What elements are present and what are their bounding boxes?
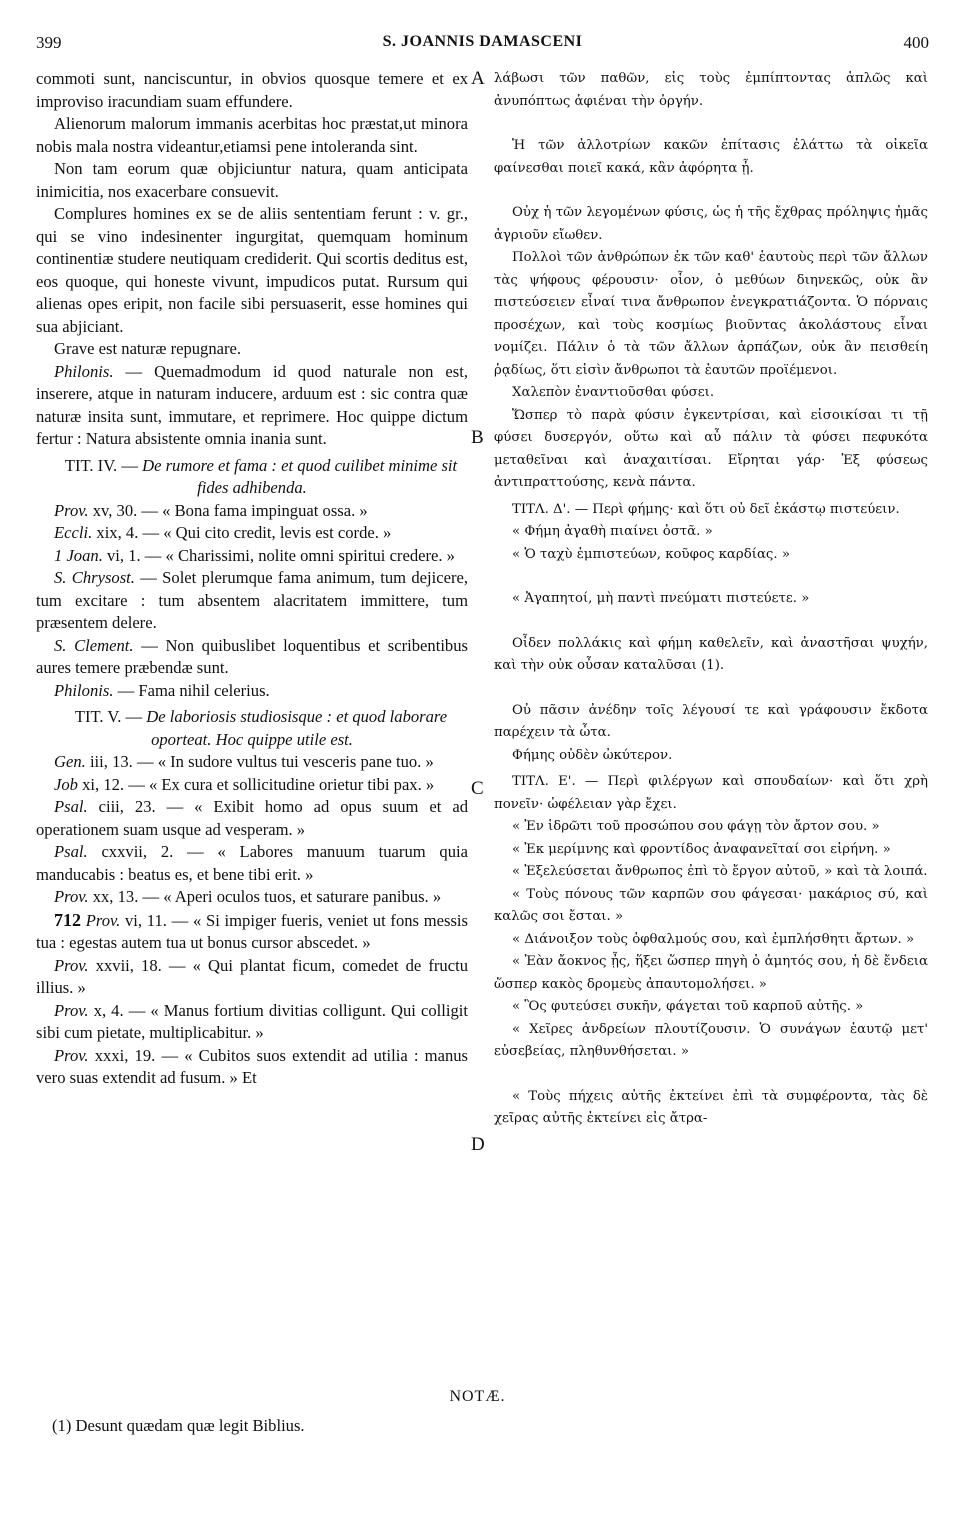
citation: 712 Prov. vi, 11. — « Si impiger fueris, veniet ut fons messis tua : egestas autem tua ut bonus cursor abscedet. » bbox=[36, 909, 468, 952]
margin-letter-d: D bbox=[471, 1134, 485, 1155]
column-number: 712 bbox=[54, 909, 81, 930]
citation: « Ὃς φυτεύσει συκῆν, φάγεται τοῦ καρποῦ αὐτῆς. » bbox=[512, 999, 864, 1014]
running-title: S. JOANNIS DAMASCENI bbox=[382, 33, 583, 50]
citation: Psal. cxxvii, 2. — « Labores manuum tuarum quia manducabis : beatus es, et bene tibi erit. » bbox=[36, 842, 468, 884]
margin-letter-b: B bbox=[471, 427, 484, 448]
citation: « Ἐξελεύσεται ἄνθρωπος ἐπὶ τὸ ἔργον αὐτοῦ, » καὶ τὰ λοιπά. bbox=[512, 864, 928, 879]
greek-paragraph: λάβωσι τῶν παθῶν, εἰς τοὺς ἐμπίπτοντας ἁπλῶς καὶ ἀνυπόπτως ἀφιέναι τὴν ὀργήν. bbox=[494, 71, 928, 109]
citation: Psal. ciii, 23. — « Exibit homo ad opus suum et ad operationem suam usque ad vesperam. » bbox=[36, 797, 468, 839]
citation: « Φήμη ἀγαθὴ πιαίνει ὀστᾶ. » bbox=[512, 524, 713, 539]
section-title: ΤΙΤΛ. Ε'. — Περὶ φιλέργων καὶ σπουδαίων· καὶ ὅτι χρὴ πονεῖν· ὠφέλειαν γὰρ ἔχει. bbox=[494, 774, 928, 812]
greek-paragraph: Οὐ πᾶσιν ἀνέδην τοῖς λέγουσί τε καὶ γράφουσιν ἔκδοτα παρέχειν τὰ ὦτα. bbox=[494, 702, 928, 740]
greek-paragraph: Ὥσπερ τὸ παρὰ φύσιν ἐγκεντρίσαι, καὶ εἰσοικίσαι τι τῇ φύσει δυσεργόν, οὕτω καὶ αὖ πάλιν τὰ φύσει πεφυκότα μεταθεῖναι καὶ ἀναχαιτίσαι. Εἴρηται γάρ· Ἐξ φύσεως ἀντιπραττούσης, κενὰ πάντα. bbox=[494, 407, 928, 490]
notes-heading: NOTÆ. bbox=[449, 1388, 506, 1405]
greek-paragraph: Ἡ τῶν ἀλλοτρίων κακῶν ἐπίτασις ἐλάττω τὰ οἰκεῖα φαίνεσθαι ποιεῖ κακά, κἂν ἀφόρητα ᾖ. bbox=[494, 138, 928, 176]
citation: « Ἀγαπητοί, μὴ παντὶ πνεύματι πιστεύετε. » bbox=[512, 591, 810, 606]
citation: « Χεῖρες ἀνδρείων πλουτίζουσιν. Ὁ συνάγων ἑαυτῷ μετ' εὐσεβείας, πληθυνθήσεται. » bbox=[494, 1021, 928, 1059]
citation: « Τοὺς πήχεις αὐτῆς ἐκτείνει ἐπὶ τὰ συμφέροντα, τὰς δὲ χεῖρας αὐτῆς ἐκτείνει εἰς ἄτρα- bbox=[494, 1088, 928, 1126]
citation: « Ὁ ταχὺ ἐμπιστεύων, κοῦφος καρδίας. » bbox=[512, 546, 790, 562]
citation: « Ἐὰν ἄοκνος ᾖς, ἥξει ὥσπερ πηγὴ ὁ ἀμητός σου, ἡ δὲ ἔνδεια ὥσπερ κακὸς δρομεὺς ἀπαυτομολήσει. » bbox=[494, 954, 928, 992]
latin-paragraph: commoti sunt, nanciscuntur, in obvios quosque temere et ex improviso iracundiam suam effundere. bbox=[36, 69, 468, 111]
margin-letter-a: A bbox=[471, 68, 485, 89]
citation: Prov. xv, 30. — « Bona fama impinguat ossa. » bbox=[54, 500, 368, 520]
greek-paragraph: Οὐχ ἡ τῶν λεγομένων φύσις, ὡς ἡ τῆς ἔχθρας πρόληψις ἡμᾶς ἀγριοῦν εἴωθεν. bbox=[494, 205, 928, 243]
page-number-right: 400 bbox=[903, 33, 929, 52]
citation: Prov. xxvii, 18. — « Qui plantat ficum, comedet de fructu illius. » bbox=[36, 955, 468, 997]
citation: 1 Joan. vi, 1. — « Charissimi, nolite omni spiritui credere. » bbox=[54, 545, 455, 565]
margin-letter-c: C bbox=[471, 778, 484, 799]
citation: Prov. xx, 13. — « Aperi oculos tuos, et saturare panibus. » bbox=[54, 887, 442, 906]
latin-paragraph: Alienorum malorum immanis acerbitas hoc præstat,ut minora nobis mala nostra videantur,etiamsi pene intoleranda sint. bbox=[36, 114, 468, 156]
section-title: TIT. IV. — De rumore et fama : et quod cuilibet minime sit fides adhibenda. bbox=[64, 455, 458, 497]
greek-paragraph: Φήμης οὐδὲν ὠκύτερον. bbox=[512, 747, 673, 763]
greek-paragraph: Οἶδεν πολλάκις καὶ φήμη καθελεῖν, καὶ ἀναστῆσαι ψυχήν, καὶ τὴν οὐκ οὖσαν καταλῦσαι (1). bbox=[494, 635, 928, 673]
citation: Prov. x, 4. — « Manus fortium divitias colligunt. Qui colligit sibi cum pietate, multiplicabitur. » bbox=[36, 1000, 468, 1042]
citation: « Ἐν ἱδρῶτι τοῦ προσώπου σου φάγῃ τὸν ἄρτον σου. » bbox=[512, 819, 880, 834]
section-title: TIT. V. — De laboriosis studiosisque : et quod laborare oporteat. Hoc quippe utile est. bbox=[74, 707, 448, 749]
greek-paragraph: Χαλεπὸν ἐναντιοῦσθαι φύσει. bbox=[512, 385, 715, 400]
citation: « Διάνοιξον τοὺς ὀφθαλμούς σου, καὶ ἐμπλήσθητι ἄρτων. » bbox=[512, 931, 915, 947]
latin-paragraph: Complures homines ex se de aliis sententiam ferunt : v. gr., qui se vino indesinenter ingurgitat, quemquam hominum continentiæ studere neutiquam crediderit. Qui scortis deditus est, eos quoque, qui honeste vivunt, impudicos putat. Rursum qui alienas opes eripit, non facile sibi persuaserit, esse homines qui sua abjiciant. bbox=[36, 204, 468, 336]
citation: « Ἐκ μερίμνης καὶ φροντίδος ἀναφανεῖταί σοι εἰρήνη. » bbox=[512, 841, 891, 857]
page-number-left: 399 bbox=[36, 33, 62, 52]
citation: Job xi, 12. — « Ex cura et sollicitudine orietur tibi pax. » bbox=[54, 774, 435, 794]
page-header bbox=[36, 33, 929, 55]
citation: S. Chrysost. — Solet plerumque fama animum, tum dejicere, tum excitare : tum absentem alacritatem immittere, tum præsentem delere. bbox=[36, 568, 468, 632]
citation: S. Clement. — Non quibuslibet loquentibus et scribentibus aures temere præbendæ sunt. bbox=[36, 635, 468, 677]
latin-paragraph: Philonis. — Quemadmodum id quod naturale non est, inserere, atque in naturam inducere, arduum est : sic contra quæ naturæ insita sunt, immutare, et reprimere. Hoc quippe dictum fertur : Natura absistente omnia inania sunt. bbox=[36, 361, 468, 448]
citation: Philonis. — Fama nihil celerius. bbox=[54, 680, 270, 700]
citation: Eccli. xix, 4. — « Qui cito credit, levis est corde. » bbox=[54, 523, 392, 542]
section-title: ΤΙΤΛ. Δ'. — Περὶ φήμης· καὶ ὅτι οὐ δεῖ ἑκάστῳ πιστεύειν. bbox=[512, 501, 900, 517]
citation: Prov. xxxi, 19. — « Cubitos suos extendit ad utilia : manus vero suas extendit ad fusum. » Et bbox=[36, 1045, 468, 1087]
citation: Gen. iii, 13. — « In sudore vultus tui vesceris pane tuo. » bbox=[54, 752, 434, 771]
citation: « Τοὺς πόνους τῶν καρπῶν σου φάγεσαι· μακάριος σύ, καὶ καλῶς σοι ἔσται. » bbox=[494, 886, 928, 924]
latin-column bbox=[36, 68, 468, 1090]
greek-paragraph: Πολλοὶ τῶν ἀνθρώπων ἐκ τῶν καθ' ἑαυτοὺς περὶ τῶν ἄλλων τὰς ψήφους φέρουσιν· οἷον, ὁ μεθύων διηνεκῶς, οὐκ ἂν πιστεύσειεν εἶναί τινα ἄνθρωπον ἐνεγκρατιάζοντα. Ὁ πόρναις προσέχων, καὶ τοὺς κοσμίως βιοῦντας ἀκολάστους εἶναι νομίζει. Πάλιν ὁ τὰ τῶν ἄλλων ἁρπάζων, οὐκ ἂν πεισθείη ῥᾳδίως, ὅτι εἰσὶν ἄνθρωποι τὰ ἑαυτῶν προϊέμενοι. bbox=[494, 250, 928, 378]
greek-column bbox=[494, 68, 928, 1131]
latin-paragraph: Non tam eorum quæ objiciuntur natura, quam anticipata inimicitia, nos exacerbare consuevit. bbox=[36, 159, 468, 201]
footnote: (1) Desunt quædam quæ legit Biblius. bbox=[52, 1416, 305, 1435]
latin-paragraph: Grave est naturæ repugnare. bbox=[54, 339, 242, 358]
citation-ref: Philonis. bbox=[54, 361, 114, 381]
